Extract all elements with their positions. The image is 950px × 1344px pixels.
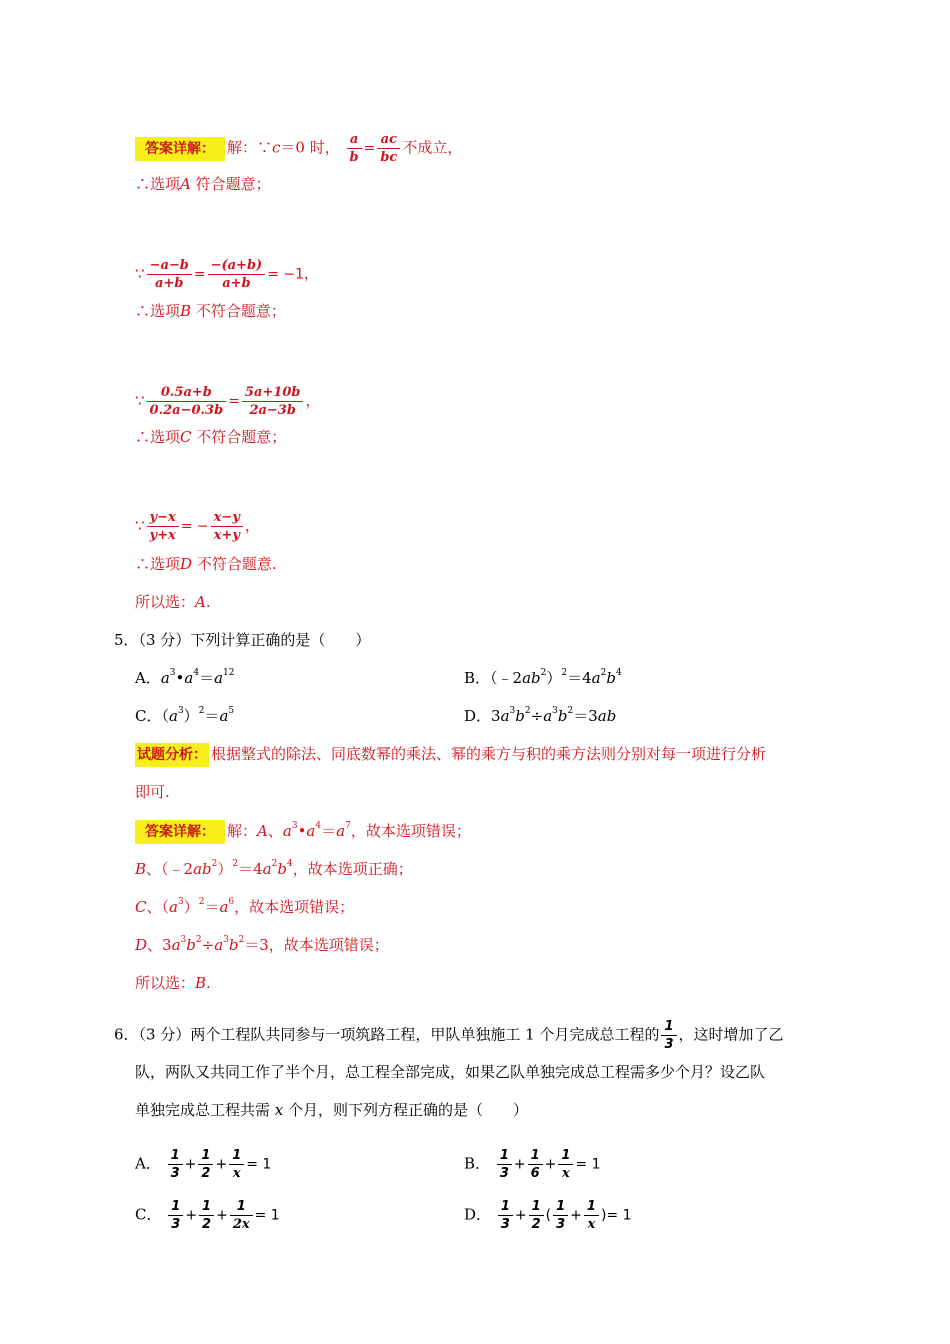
answer-detail-label-q5: 答案详解：	[135, 820, 225, 844]
q5-answer-line-1: 答案详解： 解：A、$a^3•a^4=a^7$，故本选项错误；	[135, 821, 471, 842]
answer-line-option-c: ∴选项C 不符合题意；	[135, 428, 287, 446]
fraction-one-third: $\frac{1}{3}$	[661, 1018, 676, 1053]
answer-line-option-d: ∴选项D 不符合题意.	[135, 555, 277, 573]
q6-option-a[interactable]: A． $\frac{1}{3}$ + $\frac{1}{2}$ + $\frac{1}{x}$ = 1	[135, 1148, 272, 1181]
q5-option-d[interactable]: D．$3a^3b^2\div a^3b^2=3ab$	[464, 706, 617, 725]
question-6-stem-2: 队，两队又共同工作了半个月，总工程全部完成，如果乙队单独完成总工程需多少个月？设乙队	[135, 1063, 766, 1081]
q5-answer-line-b: B、$(﹣2ab^2)^2=4a^2b^4$，故本选项正确；	[135, 859, 413, 878]
final-answer-q4: 所以选：A.	[135, 593, 211, 611]
fraction-b2: $\frac{-(a+b)}{a+b}$	[208, 257, 266, 292]
question-6-stem-1: 6．（3 分）两个工程队共同参与一项筑路工程，甲队单独施工 1 个月完成总工程的 $\frac{1}{3}$ ，这时增加了乙	[114, 1019, 784, 1052]
equation-line-b: ∵ $\frac{-a-b}{a+b}$ = $\frac{-(a+b)}{a+b}$ = −1，	[135, 258, 319, 291]
question-5-stem: 5．（3 分）下列计算正确的是（ ）	[114, 631, 371, 649]
equation-line-d: ∵ $\frac{y-x}{y+x}$ = − $\frac{x-y}{x+y}$ ，	[135, 510, 260, 543]
q5-answer-line-c: C、$(a^3)^2=a^6$，故本选项错误；	[135, 897, 355, 916]
fraction-c2: $\frac{5a+10b}{2a-3b}$	[242, 384, 304, 419]
answer-detail-line-1: 答案详解： 解：∵c＝0 时， $\frac{a}{b}$ = $\frac{ac}{bc}$ 不成立，	[135, 131, 462, 166]
q5-option-a[interactable]: A．$a^3•a^4=a^{12}$	[135, 668, 235, 687]
fraction-d1: $\frac{y-x}{y+x}$	[147, 509, 179, 544]
answer-detail-label: 答案详解：	[135, 137, 225, 161]
q5-analysis: 试题分析： 根据整式的除法、同底数幂的乘法、幂的乘方与积的乘方法则分别对每一项进行分析	[135, 744, 766, 765]
q5-answer-line-d: D、$3a^3b^2\div a^3b^2=3$，故本选项错误；	[135, 935, 389, 954]
q6-option-b[interactable]: B． $\frac{1}{3}$ + $\frac{1}{6}$ + $\frac{1}{x}$ = 1	[464, 1148, 601, 1181]
answer-line-option-a: ∴选项A 符合题意；	[135, 175, 271, 193]
equation-line-c: ∵ $\frac{0.5a+b}{0.2a-0.3b}$ = $\frac{5a+10b}{2a-3b}$ ，	[135, 385, 321, 418]
q5-option-c[interactable]: C．$(a^3)^2=a^5$	[135, 706, 235, 725]
answer-line-option-b: ∴选项B 不符合题意；	[135, 302, 286, 320]
fraction-b1: $\frac{-a-b}{a+b}$	[147, 257, 192, 292]
final-answer-q5: 所以选：B.	[135, 974, 211, 992]
q6-option-c[interactable]: C． $\frac{1}{3}$ + $\frac{1}{2}$ + $\frac{1}{2x}$ = 1	[135, 1199, 280, 1232]
fraction-d2: $\frac{x-y}{x+y}$	[211, 509, 243, 544]
question-6-stem-3: 单独完成总工程共需 x 个月，则下列方程正确的是（ ）	[135, 1101, 529, 1119]
q6-option-d[interactable]: D． $\frac{1}{3}$ + $\frac{1}{2}$ ( $\frac{1}{3}$ + $\frac{1}{x}$ )= 1	[464, 1199, 632, 1232]
fraction-c1: $\frac{0.5a+b}{0.2a-0.3b}$	[147, 384, 227, 419]
q5-analysis-cont: 即可.	[135, 783, 170, 801]
fraction-ac-over-bc: $\frac{ac}{bc}$	[377, 131, 400, 166]
analysis-label: 试题分析：	[135, 743, 209, 767]
q5-option-b[interactable]: B．$(﹣2ab^2)^2=4a^2b^4$	[464, 668, 622, 687]
fraction-a-over-b: $\frac{a}{b}$	[347, 131, 362, 166]
